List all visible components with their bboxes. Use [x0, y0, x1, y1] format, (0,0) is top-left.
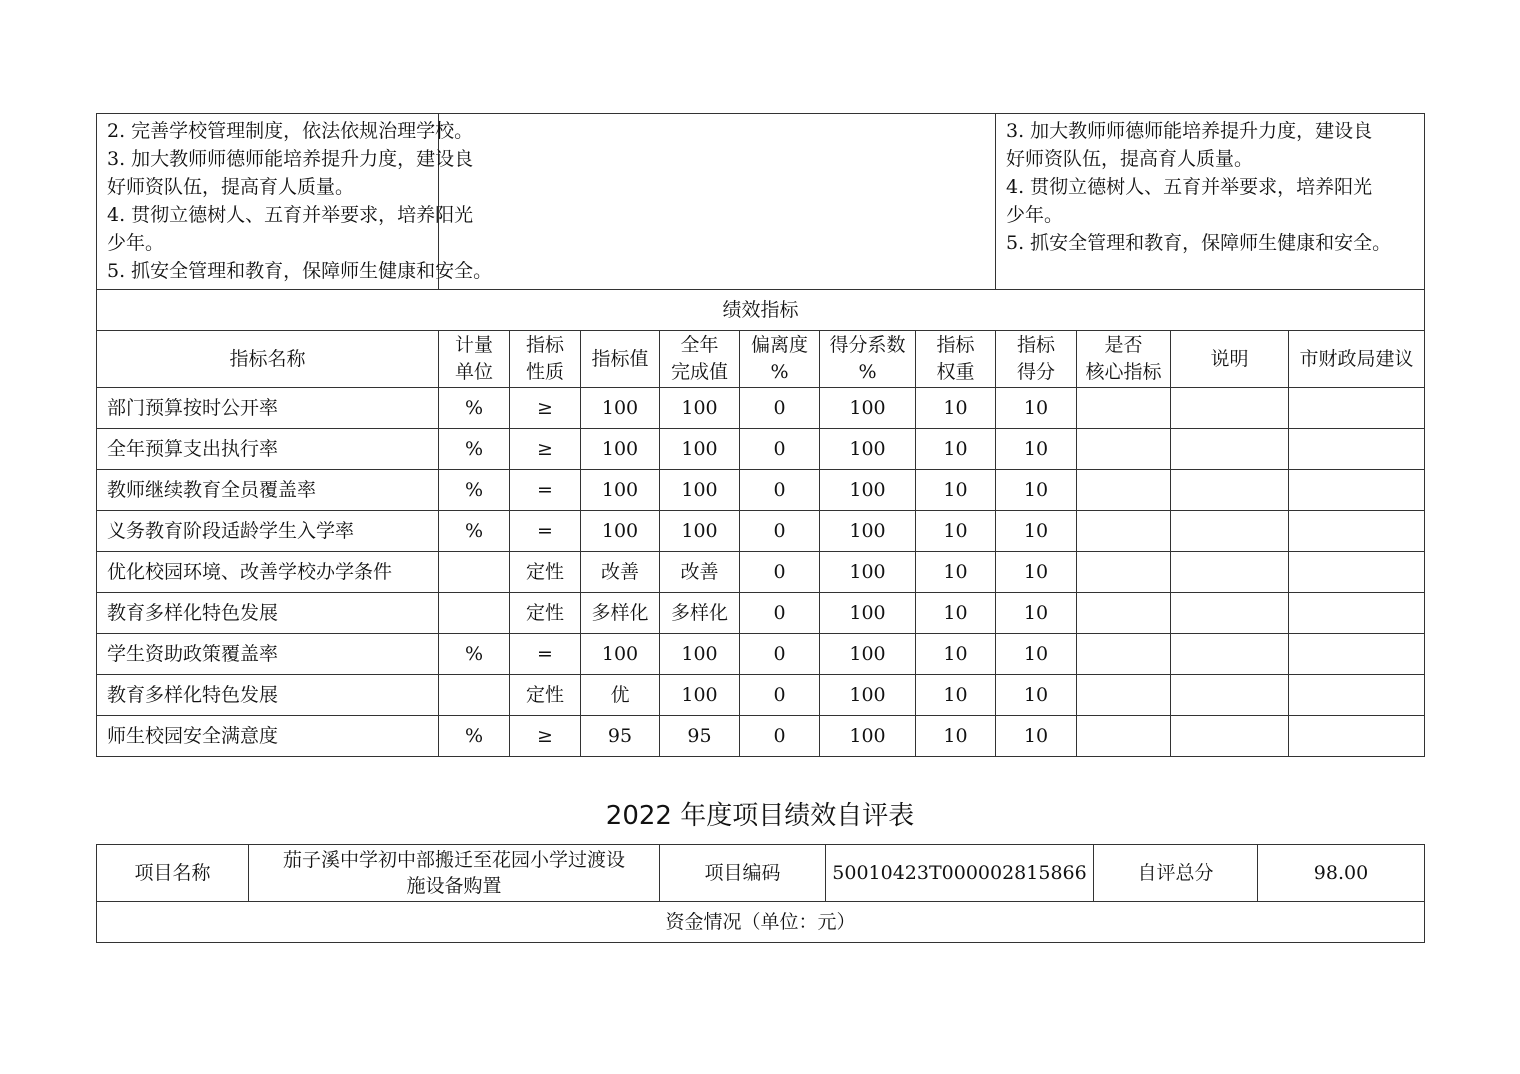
- cell-core-indicator: [1077, 429, 1171, 470]
- cell-unit: %: [439, 388, 510, 429]
- objective-line: 3. 加大教师师德师能培养提升力度，建设良: [1006, 120, 1373, 142]
- header-score: 指标 得分: [996, 331, 1077, 388]
- cell-score: 10: [996, 552, 1077, 593]
- project-info-row: [97, 845, 1425, 902]
- objective-line: 3. 加大教师师德师能培养提升力度，建设良: [107, 148, 474, 170]
- cell-nature: ≥: [510, 716, 581, 757]
- objective-line: 5. 抓安全管理和教育，保障师生健康和安全。: [1006, 232, 1392, 254]
- cell-score-coefficient: 100: [820, 675, 916, 716]
- cell-weight: 10: [916, 388, 996, 429]
- cell-note: [1171, 470, 1289, 511]
- cell-finance-advice: [1289, 593, 1425, 634]
- header-indicator-name: 指标名称: [97, 331, 439, 388]
- cell-indicator-name: 部门预算按时公开率: [97, 388, 439, 429]
- cell-finance-advice: [1289, 552, 1425, 593]
- cell-actual-value: 多样化: [660, 593, 740, 634]
- cell-note: [1171, 716, 1289, 757]
- objective-line: 少年。: [107, 232, 165, 254]
- objectives-row: [97, 114, 1425, 290]
- cell-target-value: 100: [581, 511, 660, 552]
- project-table: [96, 844, 1425, 943]
- cell-deviation: 0: [740, 716, 820, 757]
- cell-unit: %: [439, 511, 510, 552]
- cell-unit: [439, 675, 510, 716]
- cell-core-indicator: [1077, 388, 1171, 429]
- cell-note: [1171, 388, 1289, 429]
- cell-nature: =: [510, 511, 581, 552]
- cell-actual-value: 95: [660, 716, 740, 757]
- cell-target-value: 95: [581, 716, 660, 757]
- cell-weight: 10: [916, 634, 996, 675]
- section2-title: 2022 年度项目绩效自评表: [605, 801, 915, 831]
- header-finance-advice: 市财政局建议: [1289, 331, 1425, 388]
- cell-indicator-name: 教育多样化特色发展: [97, 593, 439, 634]
- performance-table: [96, 113, 1425, 757]
- cell-unit: %: [439, 470, 510, 511]
- cell-target-value: 100: [581, 634, 660, 675]
- cell-actual-value: 100: [660, 511, 740, 552]
- cell-deviation: 0: [740, 429, 820, 470]
- cell-indicator-name: 师生校园安全满意度: [97, 716, 439, 757]
- cell-unit: [439, 593, 510, 634]
- cell-score-coefficient: 100: [820, 716, 916, 757]
- cell-core-indicator: [1077, 511, 1171, 552]
- cell-weight: 10: [916, 470, 996, 511]
- cell-score: 10: [996, 634, 1077, 675]
- cell-deviation: 0: [740, 552, 820, 593]
- objective-line: 4. 贯彻立德树人、五育并举要求，培养阳光: [107, 204, 474, 226]
- objectives-right-cell: [996, 114, 1425, 290]
- cell-unit: [439, 552, 510, 593]
- cell-weight: 10: [916, 675, 996, 716]
- project-code-label: 项目编码: [660, 845, 826, 902]
- project-name-label: 项目名称: [97, 845, 249, 902]
- table-row: [97, 429, 1425, 470]
- table-row: [97, 470, 1425, 511]
- cell-finance-advice: [1289, 634, 1425, 675]
- cell-score-coefficient: 100: [820, 552, 916, 593]
- cell-nature: 定性: [510, 593, 581, 634]
- project-code-value: 50010423T000002815866: [826, 845, 1094, 902]
- performance-rows: [97, 388, 1425, 757]
- cell-target-value: 100: [581, 470, 660, 511]
- table-row: [97, 634, 1425, 675]
- cell-actual-value: 100: [660, 429, 740, 470]
- cell-deviation: 0: [740, 388, 820, 429]
- cell-core-indicator: [1077, 593, 1171, 634]
- cell-nature: 定性: [510, 675, 581, 716]
- cell-unit: %: [439, 716, 510, 757]
- cell-note: [1171, 429, 1289, 470]
- cell-indicator-name: 全年预算支出执行率: [97, 429, 439, 470]
- cell-nature: ≥: [510, 388, 581, 429]
- cell-score: 10: [996, 511, 1077, 552]
- cell-score-coefficient: 100: [820, 388, 916, 429]
- cell-core-indicator: [1077, 552, 1171, 593]
- cell-core-indicator: [1077, 716, 1171, 757]
- cell-weight: 10: [916, 552, 996, 593]
- cell-weight: 10: [916, 593, 996, 634]
- header-target-value: 指标值: [581, 331, 660, 388]
- cell-target-value: 100: [581, 429, 660, 470]
- cell-weight: 10: [916, 716, 996, 757]
- cell-target-value: 多样化: [581, 593, 660, 634]
- header-weight: 指标 权重: [916, 331, 996, 388]
- cell-actual-value: 100: [660, 388, 740, 429]
- cell-note: [1171, 552, 1289, 593]
- cell-weight: 10: [916, 511, 996, 552]
- cell-nature: ≥: [510, 429, 581, 470]
- table-row: [97, 593, 1425, 634]
- objectives-left-cell: [97, 114, 493, 290]
- performance-section-title: 绩效指标: [97, 290, 1425, 331]
- cell-core-indicator: [1077, 470, 1171, 511]
- header-actual-value: 全年 完成值: [660, 331, 740, 388]
- header-score-coefficient: 得分系数 %: [820, 331, 916, 388]
- cell-finance-advice: [1289, 429, 1425, 470]
- cell-score-coefficient: 100: [820, 634, 916, 675]
- cell-weight: 10: [916, 429, 996, 470]
- table-row: [97, 511, 1425, 552]
- cell-score-coefficient: 100: [820, 593, 916, 634]
- section-title-row: [97, 290, 1425, 331]
- objective-line: 好师资队伍，提高育人质量。: [1006, 148, 1254, 170]
- table-row: [97, 716, 1425, 757]
- cell-target-value: 100: [581, 388, 660, 429]
- funds-row: [97, 902, 1425, 943]
- objective-line: 2. 完善学校管理制度，依法依规治理学校。: [107, 120, 474, 142]
- cell-nature: =: [510, 634, 581, 675]
- cell-finance-advice: [1289, 675, 1425, 716]
- cell-score: 10: [996, 716, 1077, 757]
- header-core-indicator: 是否 核心指标: [1077, 331, 1171, 388]
- cell-actual-value: 改善: [660, 552, 740, 593]
- objective-line: 5. 抓安全管理和教育，保障师生健康和安全。: [107, 260, 493, 282]
- cell-score: 10: [996, 470, 1077, 511]
- cell-note: [1171, 634, 1289, 675]
- cell-unit: %: [439, 429, 510, 470]
- project-name-value: 茄子溪中学初中部搬迁至花园小学过渡设 施设备购置: [249, 845, 660, 902]
- cell-nature: =: [510, 470, 581, 511]
- cell-note: [1171, 675, 1289, 716]
- objective-line: 4. 贯彻立德树人、五育并举要求，培养阳光: [1006, 176, 1373, 198]
- cell-score-coefficient: 100: [820, 470, 916, 511]
- cell-indicator-name: 学生资助政策覆盖率: [97, 634, 439, 675]
- cell-deviation: 0: [740, 634, 820, 675]
- objective-line: 好师资队伍，提高育人质量。: [107, 176, 355, 198]
- cell-target-value: 优: [581, 675, 660, 716]
- cell-score: 10: [996, 388, 1077, 429]
- cell-core-indicator: [1077, 634, 1171, 675]
- header-nature: 指标 性质: [510, 331, 581, 388]
- cell-score: 10: [996, 675, 1077, 716]
- table-row: [97, 388, 1425, 429]
- cell-indicator-name: 义务教育阶段适龄学生入学率: [97, 511, 439, 552]
- cell-deviation: 0: [740, 511, 820, 552]
- objective-line: 少年。: [1006, 204, 1064, 226]
- objectives-middle-cell: [439, 114, 996, 290]
- cell-indicator-name: 教师继续教育全员覆盖率: [97, 470, 439, 511]
- cell-note: [1171, 593, 1289, 634]
- funds-label: 资金情况（单位：元）: [97, 902, 1425, 943]
- cell-indicator-name: 优化校园环境、改善学校办学条件: [97, 552, 439, 593]
- cell-actual-value: 100: [660, 470, 740, 511]
- header-unit: 计量 单位: [439, 331, 510, 388]
- header-deviation: 偏离度 %: [740, 331, 820, 388]
- cell-score: 10: [996, 593, 1077, 634]
- cell-score-coefficient: 100: [820, 511, 916, 552]
- cell-nature: 定性: [510, 552, 581, 593]
- cell-actual-value: 100: [660, 634, 740, 675]
- table-row: [97, 552, 1425, 593]
- cell-deviation: 0: [740, 470, 820, 511]
- cell-note: [1171, 511, 1289, 552]
- cell-actual-value: 100: [660, 675, 740, 716]
- cell-finance-advice: [1289, 388, 1425, 429]
- self-score-value: 98.00: [1258, 845, 1425, 902]
- cell-finance-advice: [1289, 511, 1425, 552]
- cell-score: 10: [996, 429, 1077, 470]
- cell-finance-advice: [1289, 716, 1425, 757]
- cell-deviation: 0: [740, 675, 820, 716]
- cell-core-indicator: [1077, 675, 1171, 716]
- self-score-label: 自评总分: [1094, 845, 1258, 902]
- cell-finance-advice: [1289, 470, 1425, 511]
- cell-target-value: 改善: [581, 552, 660, 593]
- cell-score-coefficient: 100: [820, 429, 916, 470]
- header-row: [97, 331, 1425, 388]
- cell-indicator-name: 教育多样化特色发展: [97, 675, 439, 716]
- table-row: [97, 675, 1425, 716]
- cell-unit: %: [439, 634, 510, 675]
- header-note: 说明: [1171, 331, 1289, 388]
- cell-deviation: 0: [740, 593, 820, 634]
